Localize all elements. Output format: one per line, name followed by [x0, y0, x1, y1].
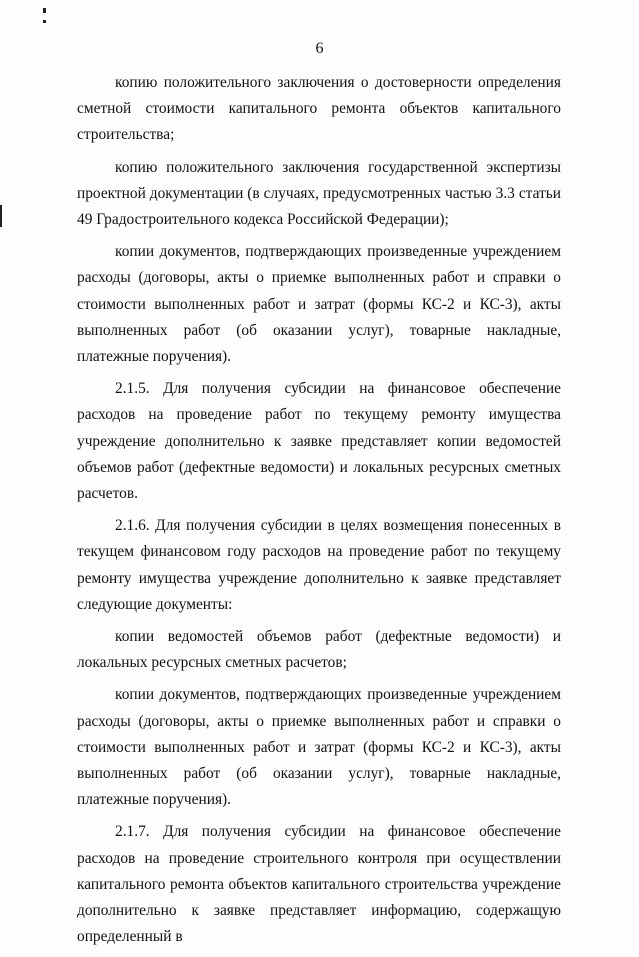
paragraph: 2.1.7. Для получения субсидии на финансовое обеспечение расходов на проведение строительного контроля при осуществлении капитального ремонта объектов капитального строительства учреждение дополнительно к заявке представляет информацию, содержащую определенный в — [77, 823, 561, 946]
document-body — [77, 70, 561, 957]
paragraph: 2.1.5. Для получения субсидии на финансовое обеспечение расходов на проведение работ по текущему ремонту имущества учреждение дополнительно к заявке представляет копии ведомостей объемов работ (дефектные ведомости) и локальных ресурсных сметных расчетов. — [77, 380, 561, 503]
scan-mark — [43, 20, 46, 23]
scan-mark — [43, 8, 46, 13]
paragraph: копию положительного заключения о достоверности определения сметной стоимости капитального ремонта объектов капитального строительства; — [77, 74, 561, 144]
paragraph: копии ведомостей объемов работ (дефектные ведомости) и локальных ресурсных сметных расчетов; — [77, 628, 561, 672]
paragraph: копии документов, подтверждающих произведенные учреждением расходы (договоры, акты о приемке выполненных работ и справки о стоимости выполненных работ и затрат (формы КС-2 и КС-3), акты выполненных работ (об оказании услуг), товарные накладные, платежные поручения). — [77, 243, 561, 366]
page-number: 6 — [315, 40, 324, 57]
paragraph: копию положительного заключения государственной экспертизы проектной документации (в случаях, предусмотренных частью 3.3 статьи 49 Градостроительного кодекса Российской Федерации); — [77, 158, 561, 229]
paragraph: 2.1.6. Для получения субсидии в целях возмещения понесенных в текущем финансовом году расходов на проведение работ по текущему ремонту имущества учреждение дополнительно к заявке представляет следующие документы: — [77, 517, 561, 613]
paragraph: копии документов, подтверждающих произведенные учреждением расходы (договоры, акты о приемке выполненных работ и справки о стоимости выполненных работ и затрат (формы КС-2 и КС-3), акты выполненных работ (об оказании услуг), товарные накладные, платежные поручения). — [77, 686, 561, 809]
scan-mark — [0, 205, 2, 227]
